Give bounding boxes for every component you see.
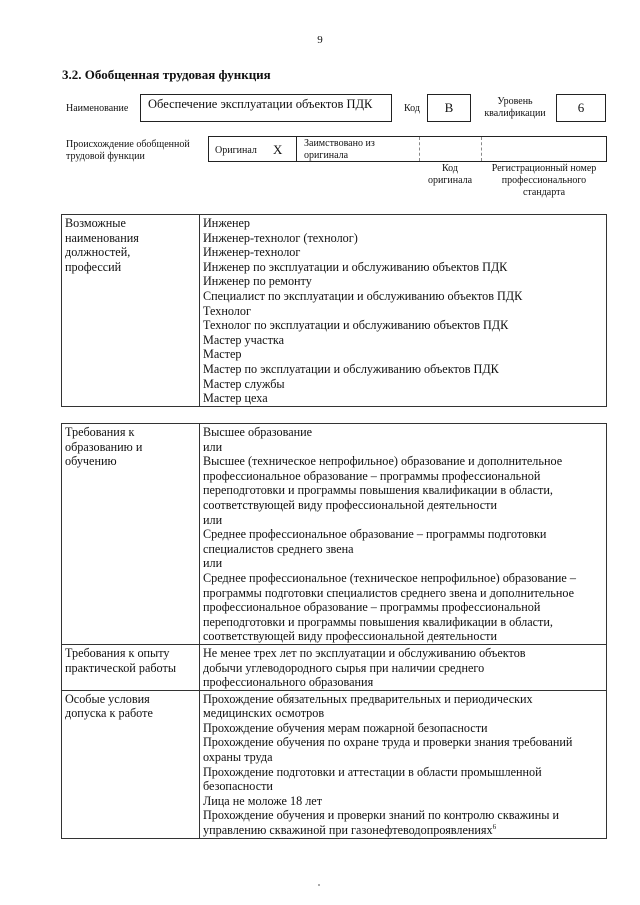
text-line: соответствующей виду профессиональной деятельности (203, 629, 497, 644)
label-line: образованию и (65, 439, 143, 454)
page-number: 9 (317, 34, 323, 46)
code-original-line1: Код (442, 163, 458, 174)
original-label: Оригинал (215, 145, 257, 156)
code-original-caption (420, 163, 480, 187)
reg-number-line2: профессионального (501, 175, 587, 186)
origin-label-line2: трудовой функции (66, 151, 145, 162)
positions-label (62, 215, 200, 407)
list-item: Мастер (203, 347, 242, 362)
label-line: Возможные (65, 216, 126, 230)
text-line: соответствующей виду профессиональной деятельности (203, 497, 497, 512)
label-line: Требования к (65, 425, 135, 439)
level-label (480, 96, 550, 120)
text-line: Прохождение обучения и проверки знаний по контролю скважины и (203, 808, 559, 823)
level-label-line2: квалификации (484, 108, 546, 119)
text-line: программы подготовки специалистов среднего звена и дополнительное (203, 585, 575, 600)
level-label-line1: Уровень (497, 96, 533, 107)
code-original-line2: оригинала (427, 175, 473, 186)
text-line (203, 823, 603, 838)
divider (419, 137, 420, 161)
special-value (200, 690, 607, 838)
text-line: добычи углеводородного сырья при наличии среднего (203, 660, 485, 675)
text-line: охраны труда (203, 750, 273, 765)
code-value-box (427, 94, 471, 122)
education-value (200, 424, 607, 645)
list-item: Специалист по эксплуатации и обслуживанию объектов ПДК (203, 288, 523, 303)
borrowed-label (304, 138, 375, 162)
label-line: обучению (65, 454, 117, 469)
text-line: Лица не моложе 18 лет (203, 793, 323, 808)
reg-number-caption (482, 163, 606, 199)
experience-value (200, 644, 607, 690)
borrowed-label-line1: Заимствовано из (304, 138, 375, 149)
text-line: или (203, 512, 223, 527)
list-item: Мастер цеха (203, 391, 268, 406)
text-line: Высшее образование (203, 425, 313, 439)
origin-box (208, 136, 607, 162)
list-item: Инженер (203, 216, 251, 230)
text-line: специалистов среднего звена (203, 541, 354, 556)
code-value: B (444, 100, 454, 115)
text-line: или (203, 556, 223, 571)
text-line: Высшее (техническое непрофильное) образование и дополнительное (203, 454, 563, 469)
label-line: профессий (65, 259, 122, 274)
borrowed-label-line2: оригинала (304, 150, 349, 161)
text-line: Прохождение подготовки и аттестации в области промышленной (203, 764, 542, 779)
text-line: переподготовки и программы повышения квалификации в области, (203, 614, 553, 629)
name-label: Наименование (66, 103, 129, 114)
original-mark: X (273, 142, 283, 157)
code-label: Код (404, 103, 420, 114)
text-line: Прохождение обязательных предварительных и периодических (203, 691, 533, 706)
label-line: Требования к опыту (65, 645, 170, 660)
text-line: переподготовки и программы повышения квалификации в области, (203, 483, 553, 498)
reg-number-line1: Регистрационный номер (491, 163, 597, 174)
list-item: Инженер по эксплуатации и обслуживанию объектов ПДК (203, 259, 508, 274)
text-line: Среднее профессиональное (техническое непрофильное) образование – (203, 570, 576, 585)
divider (296, 137, 297, 161)
footnote-mark: 6 (492, 822, 497, 831)
section-title: 3.2. Обобщенная трудовая функция (62, 67, 271, 82)
experience-label (62, 644, 200, 690)
text-line: профессиональное образование – программы профессиональной (203, 600, 541, 615)
text-line: Прохождение обучения мерам пожарной безопасности (203, 720, 488, 735)
text-line: или (203, 439, 223, 454)
list-item: Технолог (203, 303, 251, 318)
text-line: профессионального образования (203, 675, 374, 690)
table-row (62, 690, 607, 838)
label-line: наименования (65, 230, 139, 245)
text-line: безопасности (203, 779, 273, 794)
list-item: Мастер по эксплуатации и обслуживанию объектов ПДК (203, 361, 499, 376)
table-row (62, 424, 607, 645)
text-line-body: управлению скважиной при газонефтеводопроявлениях (203, 823, 493, 838)
label-line: Особые условия (65, 691, 150, 706)
origin-label-line1: Происхождение обобщенной (66, 139, 190, 150)
name-value: Обеспечение эксплуатации объектов ПДК (148, 97, 373, 111)
list-item: Инженер-технолог (технолог) (203, 230, 358, 245)
text-line: Не менее трех лет по эксплуатации и обслуживанию объектов (203, 645, 526, 660)
positions-table (61, 214, 607, 407)
table-row (62, 215, 607, 407)
education-label (62, 424, 200, 645)
list-item: Технолог по эксплуатации и обслуживанию объектов ПДК (203, 318, 509, 333)
level-value-box (556, 94, 606, 122)
list-item: Инженер по ремонту (203, 274, 312, 289)
scan-dot (318, 884, 320, 886)
text-line: профессиональное образование – программы профессиональной (203, 468, 541, 483)
table-row (62, 644, 607, 690)
label-line: должностей, (65, 245, 131, 260)
list-item: Инженер-технолог (203, 245, 301, 260)
name-value-box (140, 94, 392, 122)
text-line: Прохождение обучения по охране труда и проверки знания требований (203, 735, 573, 750)
label-line: допуска к работе (65, 706, 153, 721)
reg-number-line3: стандарта (522, 187, 566, 198)
positions-list (200, 215, 607, 407)
requirements-table (61, 423, 607, 839)
list-item: Мастер службы (203, 376, 285, 391)
special-label (62, 690, 200, 838)
level-value: 6 (577, 100, 585, 115)
label-line: практической работы (65, 660, 177, 675)
list-item: Мастер участка (203, 332, 285, 347)
origin-label (66, 139, 190, 163)
divider (481, 137, 482, 161)
text-line: медицинских осмотров (203, 706, 325, 721)
text-line: Среднее профессиональное образование – программы подготовки (203, 527, 547, 542)
